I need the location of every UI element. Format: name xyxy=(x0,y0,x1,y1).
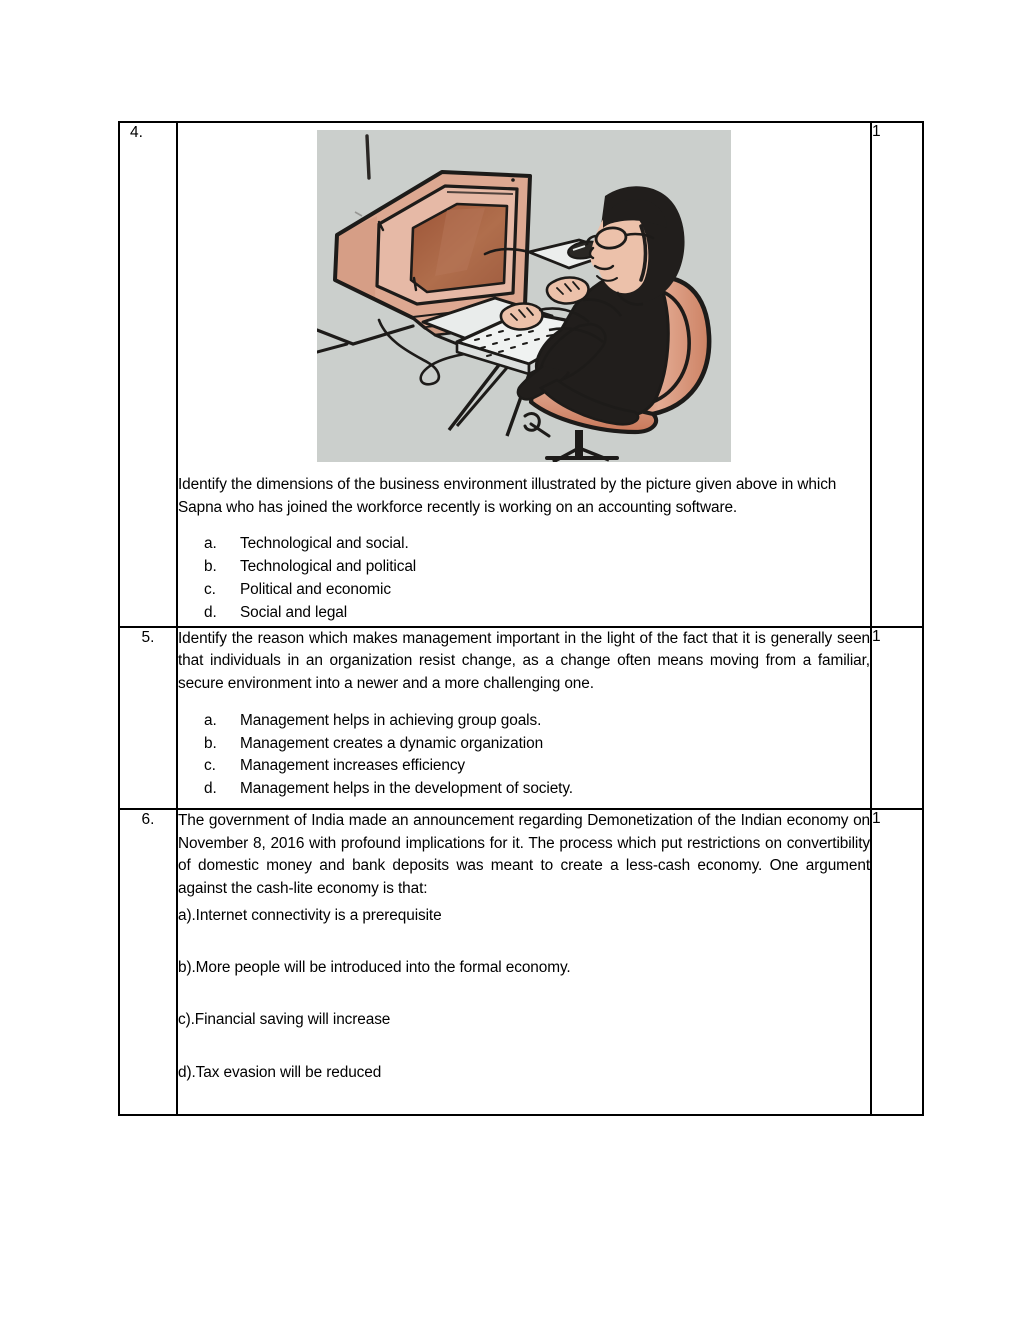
question-number: 5. xyxy=(141,628,155,646)
option-item[interactable] xyxy=(178,533,870,555)
option-item[interactable]: a).Internet connectivity is a prerequisite xyxy=(178,906,442,924)
option-item[interactable]: b).More people will be introduced into the formal economy. xyxy=(178,959,571,977)
option-item[interactable] xyxy=(178,602,870,624)
question-prompt: Identify the reason which makes management important in the light of the fact that it is generally seen that individuals in an organization resist change, as a change often means moving from a familiar, secure environment into a newer and a more challenging one. xyxy=(178,629,870,693)
marks-cell xyxy=(871,627,923,809)
option-marker: c. xyxy=(204,581,216,599)
question-body-cell xyxy=(177,627,871,809)
question-prompt: The government of India made an announcement regarding Demonetization of the Indian economy on November 8, 2016 with profound implications for it. The process which put restrictions on convertibility of domestic money and bank deposits was meant to create a less-cash economy. One argument against the cash-lite economy is that: xyxy=(178,812,870,898)
question-number-cell xyxy=(119,809,177,1115)
option-marker: b. xyxy=(204,734,217,752)
option-marker: b. xyxy=(204,558,217,576)
marks-cell xyxy=(871,122,923,627)
marks-cell xyxy=(871,809,923,1115)
option-label: Social and legal xyxy=(240,603,348,621)
question-prompt: Identify the dimensions of the business environment illustrated by the picture given above in which Sapna who has joined the workforce recently is working on an accounting software. xyxy=(178,476,837,516)
option-item[interactable] xyxy=(178,778,870,800)
option-item[interactable] xyxy=(178,755,870,777)
option-label: Political and economic xyxy=(240,581,391,599)
option-marker: c. xyxy=(204,757,216,775)
table-row xyxy=(119,122,923,627)
option-item[interactable]: d).Tax evasion will be reduced xyxy=(178,1063,382,1081)
row-spacer xyxy=(178,802,870,808)
question-number-cell xyxy=(119,627,177,809)
table-row xyxy=(119,809,923,1115)
option-item[interactable] xyxy=(178,579,870,601)
options-list xyxy=(178,710,870,801)
option-label: Management helps in the development of society. xyxy=(240,780,573,798)
illustration-svg xyxy=(317,130,731,462)
option-label: Management creates a dynamic organization xyxy=(240,734,544,752)
question-number-cell xyxy=(119,122,177,627)
option-item[interactable] xyxy=(178,733,870,755)
option-marker: a. xyxy=(204,535,217,553)
option-item[interactable] xyxy=(178,710,870,732)
marks-value: 1 xyxy=(872,627,881,645)
marks-value: 1 xyxy=(872,123,881,140)
question-body-cell xyxy=(177,809,871,1115)
option-label: Technological and political xyxy=(240,558,417,576)
table-row xyxy=(119,627,923,809)
illustration-container xyxy=(178,123,870,474)
option-label: Management helps in achieving group goals. xyxy=(240,711,542,729)
question-number: 6. xyxy=(141,811,155,829)
questions-table xyxy=(118,121,924,1116)
marks-value: 1 xyxy=(872,810,881,828)
woman-at-computer-illustration xyxy=(317,130,731,462)
option-marker: a. xyxy=(204,711,217,729)
question-body-cell xyxy=(177,122,871,627)
option-marker: d. xyxy=(204,603,217,621)
option-label: Management increases efficiency xyxy=(240,757,466,775)
option-item[interactable]: c).Financial saving will increase xyxy=(178,1011,391,1029)
options-list xyxy=(178,533,870,624)
option-marker: d. xyxy=(204,780,217,798)
option-item[interactable] xyxy=(178,556,870,578)
option-label: Technological and social. xyxy=(240,535,409,553)
question-number: 4. xyxy=(130,124,143,141)
